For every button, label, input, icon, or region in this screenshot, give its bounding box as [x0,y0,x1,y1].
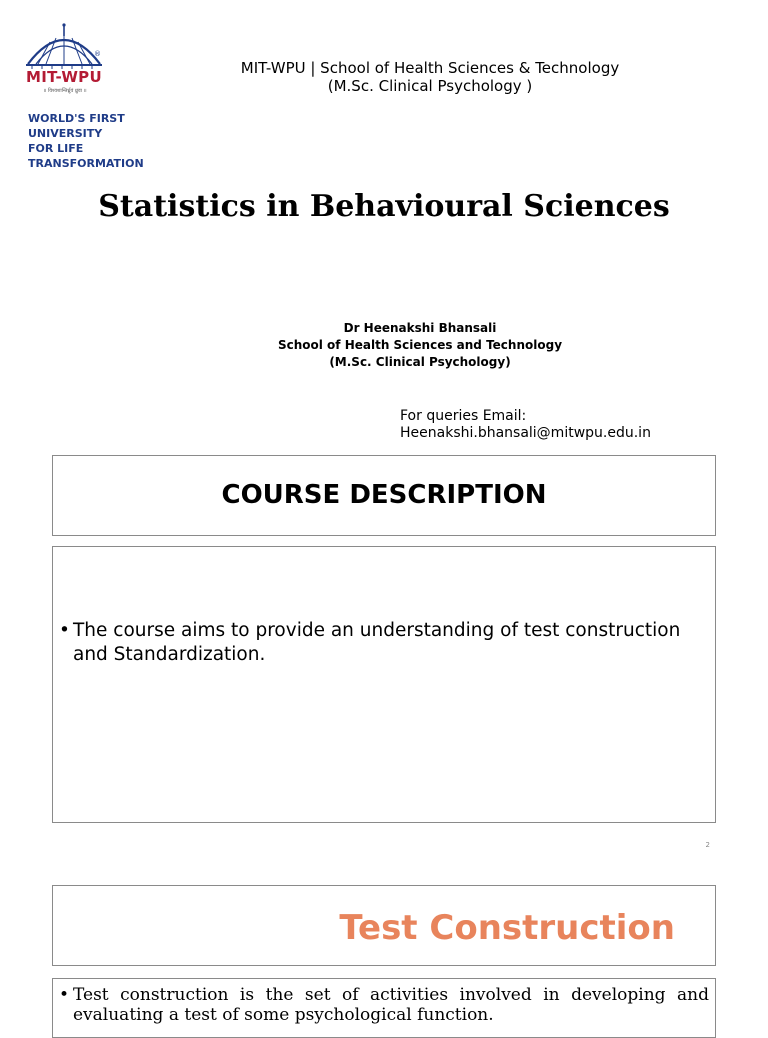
logo-motto [28,111,198,171]
motto-line-2: FOR LIFE TRANSFORMATION [28,142,144,170]
header-line-1: MIT-WPU | School of Health Sciences & Technology [240,59,620,77]
logo-wordmark: MIT-WPU [26,68,102,86]
test-construction-bullet [59,985,709,1025]
test-construction-title: Test Construction [339,908,675,948]
author-program: (M.Sc. Clinical Psychology) [329,355,511,369]
test-construction-text: Test construction is the set of activities involved in developing and evaluating a test of some psychological function. [73,985,709,1025]
logo-tagline: ॥ विश्वशान्तिर्ध्रुवं ध्रुवा ॥ [43,88,87,94]
test-construction-title-box [52,885,716,966]
queries-label: For queries Email: [400,408,527,424]
course-description-bullet [59,619,707,667]
dome-emblem-icon [22,22,106,70]
header-line-2: (M.Sc. Clinical Psychology ) [327,77,533,95]
course-description-title: COURSE DESCRIPTION [221,480,547,510]
course-description-text: The course aims to provide an understanding of test construction and Standardization. [73,620,681,665]
motto-line-1: WORLD'S FIRST UNIVERSITY [28,112,125,140]
course-description-title-box [52,455,716,536]
presentation-title: Statistics in Behavioural Sciences [98,189,670,224]
bullet-icon: • [59,620,70,641]
page-number: 2 [705,841,710,849]
author-school: School of Health Sciences and Technology [277,338,563,352]
test-construction-body-box [52,978,716,1038]
author-name: Dr Heenakshi Bhansali [343,321,497,335]
queries-email[interactable]: Heenakshi.bhansali@mitwpu.edu.in [400,425,651,441]
course-description-body-box [52,546,716,823]
bullet-icon: • [59,985,70,1005]
queries-contact [400,408,670,441]
registered-mark: ® [94,50,101,58]
